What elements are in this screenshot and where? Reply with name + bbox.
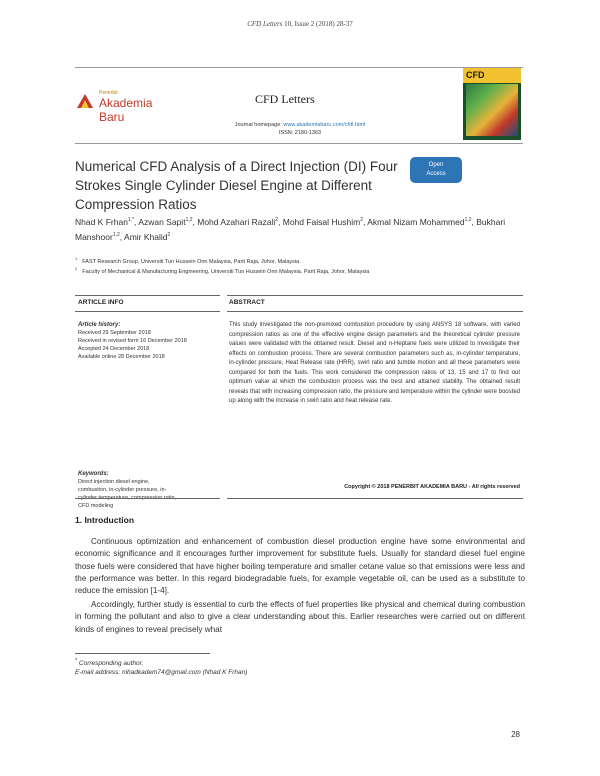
page-number: 28 bbox=[511, 730, 520, 739]
abstract-heading: ABSTRACT bbox=[229, 299, 265, 306]
copyright-notice: Copyright © 2018 PENERBIT AKADEMIA BARU - All rights reserved bbox=[344, 484, 520, 490]
body-paragraph: Accordingly, further study is essential to curb the effects of fuel properties like physical and chemical during combustion in forming the pollutant and also to give a clear understanding about this. Earlier researches were carried out on different kinds of engines to reveal precisely what bbox=[75, 600, 525, 634]
affiliation-text: FAST Research Group, Universiti Tun Hussein Onn Malaysia, Parit Raja, Johor, Malaysia bbox=[82, 258, 300, 265]
homepage-link[interactable]: www.akademiabaru.com/cfdl.html bbox=[283, 122, 366, 128]
journal-reference bbox=[0, 20, 600, 28]
author: Nhad K Frhan bbox=[75, 216, 128, 227]
history-item: Received in revised form 16 December 2018 bbox=[78, 338, 187, 344]
article-info-sub-rule bbox=[75, 311, 220, 312]
header-top-rule bbox=[75, 67, 523, 68]
section-heading: 1. Introduction bbox=[75, 515, 135, 525]
homepage-label: Journal homepage: bbox=[234, 122, 282, 128]
author: Amir Khalid bbox=[124, 231, 168, 242]
author: Mohd Faisal Hushim bbox=[282, 216, 361, 227]
affiliation bbox=[75, 266, 525, 275]
footnote-marker: * bbox=[75, 658, 78, 664]
article-info-top-rule bbox=[75, 295, 220, 296]
affiliation-text: Faculty of Mechanical & Manufacturing Engineering, Universiti Tun Hussein Onn Malaysia. Parit Raja, Johor, Malaysia bbox=[82, 268, 370, 275]
publisher-sub-label: Penerbit bbox=[99, 90, 118, 96]
author: Azwan Sapit bbox=[138, 216, 186, 227]
cover-title: CFD bbox=[466, 70, 485, 80]
article-history-label: Article history: bbox=[78, 322, 121, 328]
keyword-line: Direct injection diesel engine, bbox=[78, 479, 150, 485]
corresponding-author-label: Corresponding author. bbox=[78, 660, 144, 668]
keyword-line: combustion, in-cylinder pressure, in- bbox=[78, 487, 167, 493]
footnote-rule bbox=[75, 653, 210, 654]
affiliation bbox=[75, 256, 525, 265]
author-sup: 2 bbox=[360, 217, 363, 223]
footnote-corresponding bbox=[75, 658, 143, 667]
open-access-line2: Access bbox=[426, 171, 446, 177]
author-sup: 1,* bbox=[127, 217, 135, 223]
history-item: Received 29 September 2018 bbox=[78, 330, 151, 336]
abstract-top-rule bbox=[227, 295, 523, 296]
author: Mohd Azahari Razali bbox=[197, 216, 276, 227]
article-history bbox=[78, 321, 223, 361]
keyword-line: CFD modeling bbox=[78, 503, 114, 509]
open-access-line1: Open bbox=[428, 162, 444, 168]
journal-cover-image bbox=[463, 68, 521, 140]
issn: ISSN: 2180-1363 bbox=[278, 130, 322, 136]
journal-name: CFD Letters bbox=[255, 92, 315, 106]
history-item: Available online 28 December 2018 bbox=[78, 354, 165, 360]
affiliation-number: 2 bbox=[75, 266, 78, 271]
journal-reference-issue: 10, Issue 2 (2018) 28-37 bbox=[284, 20, 353, 28]
abstract-text: This study investigated the non-premixed combustion procedure by using ANSYS 18 software, with varied compression ratios as one of the effective engine design parameters and the theoretical cylinder pressure values were validated with the obtained result. Diesel and n-Heptane fuels were utilized to investigate their effects on combustion process. There are several combustion parameters such as, in-cylinder temperature, in-cylinder pressure, Heat Release rate (HRR), swirl ratio and tumble motion and all these parameters were compared for both the fuels. This work considered the compression ratios of 13, 15 and 17 to find out optimum value at which the combustion process was the best and attained stability. The obtained result reveals that with increasing compression ratio, the pressure and temperature within the cylinder were boosted up along with the increase in swirl ratio and heat release rate. bbox=[229, 322, 520, 404]
journal-reference-name: CFD Letters bbox=[247, 20, 283, 28]
publisher-logo bbox=[75, 90, 175, 124]
affiliation-number: 1 bbox=[75, 256, 78, 261]
cover-banner bbox=[463, 68, 521, 83]
article-info-heading: ARTICLE INFO bbox=[78, 299, 124, 306]
author-sup: 1,2 bbox=[185, 217, 193, 223]
footnote-email: E-mail address: nihadkadem74@gmail.com (Nhad K Frhan) bbox=[75, 669, 248, 676]
history-item: Accepted 24 December 2018 bbox=[78, 346, 150, 352]
publisher-main-label: Akademia Baru bbox=[99, 96, 153, 124]
cover-artwork bbox=[466, 84, 518, 136]
author-sup: 1,2 bbox=[464, 217, 472, 223]
header-bottom-rule bbox=[75, 143, 523, 144]
article-info-bottom-rule bbox=[75, 498, 220, 499]
body-paragraph: Continuous optimization and enhancement of combustion diesel production engine have some environmental and economic significance and it encourages further improvement for substitute fuels. Usually for standard diesel fuel engine those fuels were considered that have higher boiling temperature and smaller cetane value so that emissions were less and the performance was better. In this regard biodegradable fuels, for example vegetable oil, can be used as a substitute to reduce the emission [1-4]. bbox=[75, 537, 525, 596]
article-title: Numerical CFD Analysis of a Direct Injection (DI) Four Strokes Single Cylinder Diesel Engine at Different Compression Ratios bbox=[75, 159, 398, 212]
publisher-logo-icon bbox=[75, 92, 95, 110]
abstract-bottom-rule bbox=[227, 498, 523, 499]
keywords bbox=[78, 470, 223, 510]
author-list: Nhad K Frhan$^{1,*}$, Azwan Sapit$^{1,2}$, Mohd Azahari Razali$^2$, Mohd Faisal Hushim$^2$, Akmal Nizam Mohammed$^{1,2}$, Bukhari Manshoor$^{1,2}$, Amir Khalid$^2$ bbox=[75, 216, 506, 242]
abstract-sub-rule bbox=[227, 311, 523, 312]
open-access-badge[interactable] bbox=[410, 157, 462, 183]
author-sup: 1,2 bbox=[112, 231, 120, 238]
author-sup: 2 bbox=[275, 217, 278, 223]
author: Bukhari Manshoor bbox=[75, 216, 506, 242]
keywords-label: Keywords: bbox=[78, 471, 109, 477]
author-sup: 2 bbox=[167, 231, 171, 238]
author: Akmal Nizam Mohammed bbox=[367, 216, 465, 227]
